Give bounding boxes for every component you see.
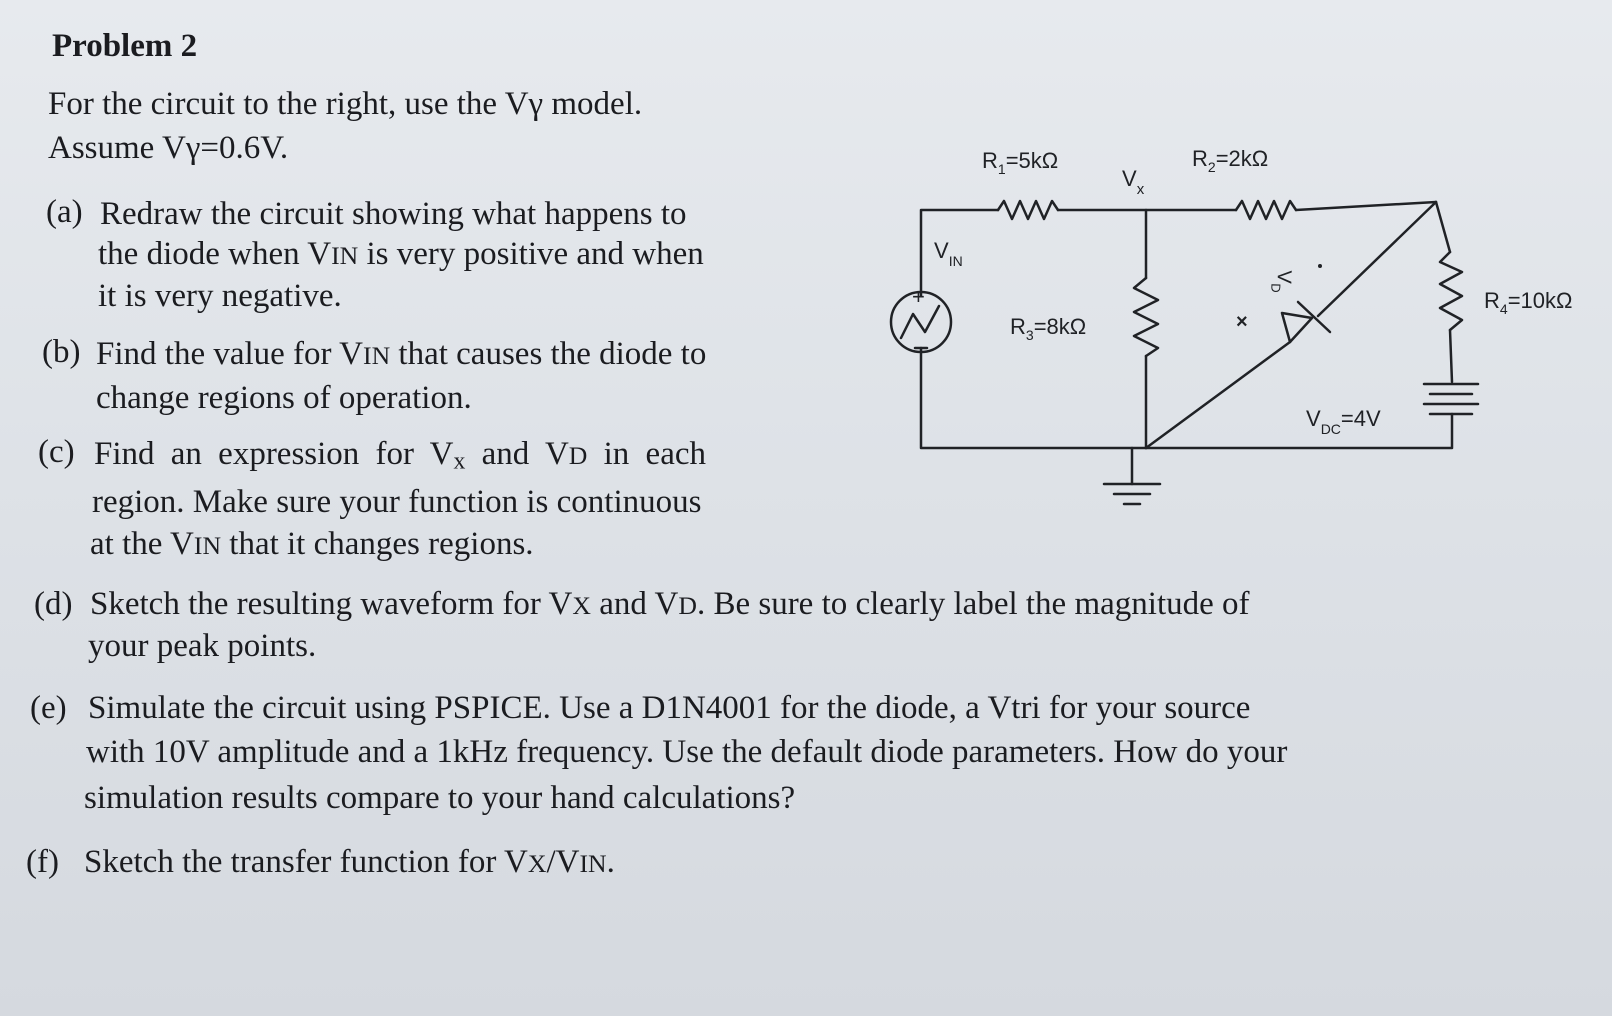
wire-diode-lower bbox=[1146, 342, 1290, 448]
part-a-line-2: the diode when VIN is very positive and when bbox=[98, 236, 704, 272]
vin-plus: + bbox=[912, 284, 925, 309]
part-a-line-3: it is very negative. bbox=[98, 278, 342, 314]
diode-triangle bbox=[1282, 313, 1312, 342]
diode-marker-minus: × bbox=[1236, 311, 1248, 333]
part-e-label: (e) bbox=[30, 690, 67, 726]
label-vdc: $V_{DC}=4V$ bbox=[1306, 406, 1381, 437]
problem-title: Problem 2 bbox=[52, 28, 198, 64]
wire-top-right bbox=[1296, 202, 1436, 210]
label-vd bbox=[1268, 270, 1295, 294]
resistor-r1 bbox=[998, 201, 1058, 219]
part-e-line-3: simulation results compare to your hand calculations? bbox=[84, 780, 796, 816]
part-b-label: (b) bbox=[42, 334, 81, 370]
svg-text:VD: $V_D$ bbox=[1268, 269, 1295, 293]
intro-line-2: Assume Vγ=0.6V. bbox=[48, 130, 289, 166]
wire-r4-top bbox=[1436, 202, 1450, 252]
part-c-label: (c) bbox=[38, 434, 75, 470]
part-f-label: (f) bbox=[26, 844, 59, 880]
wire-r4-bottom bbox=[1450, 330, 1452, 382]
part-d-line-1: Sketch the resulting waveform for VX and VD. Be sure to clearly label the magnitude of bbox=[90, 586, 1250, 622]
part-d-line-2: your peak points. bbox=[88, 628, 317, 664]
intro-line-1: For the circuit to the right, use the Vγ model. bbox=[48, 86, 643, 122]
label-vx: $V_x$ bbox=[1122, 166, 1145, 198]
label-r4: $R_4=10k\Omega$ bbox=[1484, 288, 1573, 317]
wire-source-bottom bbox=[921, 348, 1146, 448]
part-d-label: (d) bbox=[34, 586, 73, 622]
part-b-line-2: change regions of operation. bbox=[96, 380, 472, 416]
label-r2: $R_2=2k\Omega$ bbox=[1192, 146, 1269, 175]
part-e-line-1: Simulate the circuit using PSPICE. Use a D1N4001 for the diode, a Vtri for your source bbox=[88, 690, 1251, 726]
part-c-line-3: at the VIN that it changes regions. bbox=[90, 526, 534, 562]
resistor-r2 bbox=[1236, 201, 1296, 219]
part-c-line-1: Find an expression for $V_x$ and VD in each bbox=[94, 436, 706, 475]
label-r3: $R_3=8k\Omega$ bbox=[1010, 314, 1087, 343]
label-vin: $V_{IN}$ bbox=[934, 238, 963, 269]
part-c-line-2: region. Make sure your function is continuous bbox=[92, 484, 702, 520]
vin-triangle-wave bbox=[901, 306, 939, 338]
wire-vdc-bottom bbox=[1146, 414, 1452, 448]
resistor-r4 bbox=[1440, 252, 1462, 330]
part-b-line-1: Find the value for VIN that causes the diode to bbox=[96, 336, 707, 372]
resistor-r3 bbox=[1134, 278, 1158, 356]
part-a-label: (a) bbox=[46, 194, 83, 230]
label-r1: $R_1=5k\Omega$ bbox=[982, 148, 1059, 177]
part-a-line-1: Redraw the circuit showing what happens to bbox=[100, 196, 687, 232]
wire-diode-upper bbox=[1318, 202, 1436, 316]
part-e-line-2: with 10V amplitude and a 1kHz frequency. Use the default diode parameters. How do your bbox=[86, 734, 1288, 770]
part-f-line-1: Sketch the transfer function for VX/VIN. bbox=[84, 844, 615, 880]
diode-marker-dot bbox=[1318, 264, 1322, 268]
